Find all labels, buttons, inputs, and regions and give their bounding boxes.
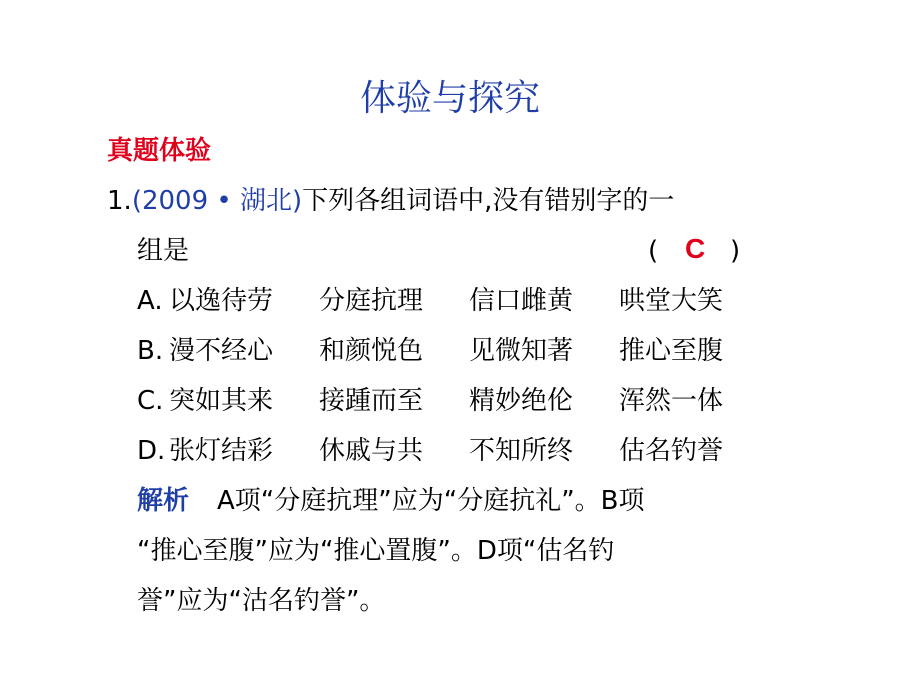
question-number: 1. [107,186,132,216]
option-item: 和颜悦色 [319,336,424,366]
option-item: 分庭抗理 [319,286,424,316]
option-item: 信口雌黄 [469,286,574,316]
explanation-line-2: “推心至腹”应为“推心置腹”。D项“估名钓 [137,536,615,566]
answer-paren-right: ) [730,236,741,266]
option-b [137,333,723,369]
answer-paren-left: ( [648,236,659,266]
option-item: 突如其来 [169,386,274,416]
option-label: C. [137,386,164,416]
option-item: 漫不经心 [169,336,274,366]
explanation-line-3: 誉”应为“沽名钓誉”。 [137,586,386,616]
option-label: A. [137,286,163,316]
question-source: (2009 • 湖北) [131,186,303,216]
option-label: D. [137,436,166,466]
section-label: 真题体验 [107,136,212,166]
option-label: B. [137,336,164,366]
explanation-text: A项“分庭抗理”应为“分庭抗礼”。B项 [217,486,645,516]
option-item: 推心至腹 [619,336,724,366]
page-title: 体验与探究 [359,78,540,119]
option-a [137,283,723,319]
question-stem-part1: 下列各组词语中,没有错别字的一 [302,186,675,216]
option-item: 估名钓誉 [619,436,724,466]
explanation-label: 解析 [137,486,190,516]
option-item: 接踵而至 [319,386,424,416]
option-d [137,433,723,469]
option-item: 不知所终 [469,436,574,466]
answer-value: C [685,233,706,264]
option-item: 休戚与共 [319,436,424,466]
option-item: 哄堂大笑 [619,286,724,316]
option-item: 见微知著 [469,336,574,366]
question-stem-part2: 组是 [137,236,190,266]
option-item: 浑然一体 [619,386,724,416]
explanation-line-1 [137,483,645,519]
option-c [137,383,723,419]
option-item: 张灯结彩 [169,436,274,466]
question-line-1 [107,183,674,219]
option-item: 以逸待劳 [169,286,274,316]
option-item: 精妙绝伦 [469,386,574,416]
